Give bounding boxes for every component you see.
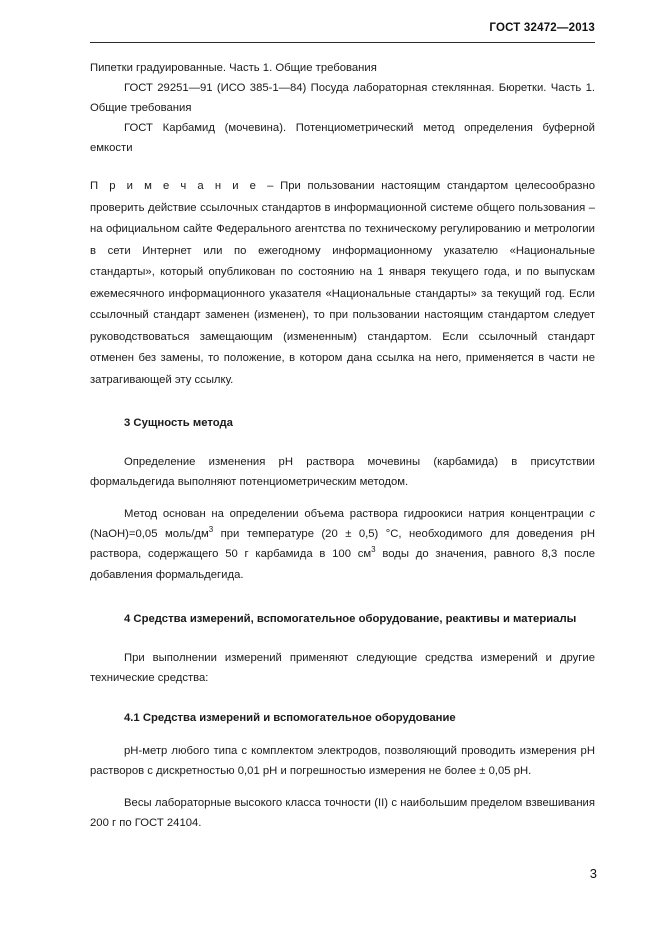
- paragraph-ref-gost-karbamid: ГОСТ Карбамид (мочевина). Потенциометрический метод определения буферной емкости: [90, 122, 595, 155]
- paragraph-ref-gost-29251: ГОСТ 29251—91 (ИСО 385-1—84) Посуда лабораторная стеклянная. Бюретки. Часть 1. Общие требования: [90, 82, 595, 115]
- section-3-p2-symbol-c: с: [589, 508, 595, 521]
- note-label: П р и м е ч а н и е: [90, 180, 268, 193]
- section-3-p2-part-4: воды до значения, равного 8,3 после добавления формальдегида.: [90, 548, 595, 581]
- section-4-title: 4 Средства измерений, вспомогательное оборудование, реактивы и материалы: [124, 612, 577, 625]
- page-number: 3: [589, 866, 597, 881]
- section-3-paragraph-1: Определение изменения pH раствора мочевины (карбамида) в присутствии формальдегида выполняют потенциометрическим методом.: [90, 456, 595, 489]
- section-4-1-paragraph-2: Весы лабораторные высокого класса точности (II) с наибольшим пределом взвешивания 200 г по ГОСТ 24104.: [90, 797, 595, 830]
- section-3-p2-superscript-2: 3: [371, 545, 376, 555]
- section-4-paragraph-1: При выполнении измерений применяют следующие средства измерений и другие технические средства:: [90, 651, 595, 684]
- note-block: [90, 176, 595, 391]
- section-3-p2-part-2: (NaOH)=0,05 моль/дм: [90, 528, 209, 541]
- page-header-standard-number: ГОСТ 32472—2013: [489, 22, 595, 34]
- section-4-1-paragraph-1: pH-метр любого типа с комплектом электродов, позволяющий проводить измерения pH растворов с дискретностью 0,01 pH и погрешностью измерения не более ± 0,05 pH.: [90, 745, 595, 778]
- section-3-paragraph-2: [90, 504, 595, 584]
- section-3-p2-part-3: при температуре (20 ± 0,5) °С, необходимого для доведения pH раствора, содержащего 50 г карбамида в 100 см: [90, 528, 595, 561]
- section-3-p2-superscript-1: 3: [208, 525, 214, 535]
- document-body: [90, 58, 595, 833]
- paragraph-ref-pipettes: Пипетки градуированные. Часть 1. Общие требования: [90, 62, 377, 74]
- section-4-1-title: 4.1 Средства измерений и вспомогательное оборудование: [124, 711, 456, 724]
- section-3-p2-part-1: Метод основан на определении объема раствора гидроокиси натрия концентрации: [124, 508, 590, 521]
- header-divider: [90, 42, 595, 43]
- note-text: – При пользовании настоящим стандартом целесообразно проверить действие ссылочных стандартов в информационной системе общего пользования – на официальном сайте Федерального агентства по техническому регулированию и метрологии в сети Интернет или по ежегодному информационному указателю «Национальные стандарты», который опубликован по состоянию на 1 января текущего года, и по выпускам ежемесячного информационного указателя «Национальные стандарты» за текущий год. Если ссылочный стандарт заменен (изменен), то при пользовании настоящим стандартом следует руководствоваться замещающим (измененным) стандартом. Если ссылочный стандарт отменен без замены, то положение, в котором дана ссылка на него, применяется в части не затрагивающей эту ссылку.: [90, 180, 595, 386]
- section-3-title: 3 Сущность метода: [124, 417, 233, 429]
